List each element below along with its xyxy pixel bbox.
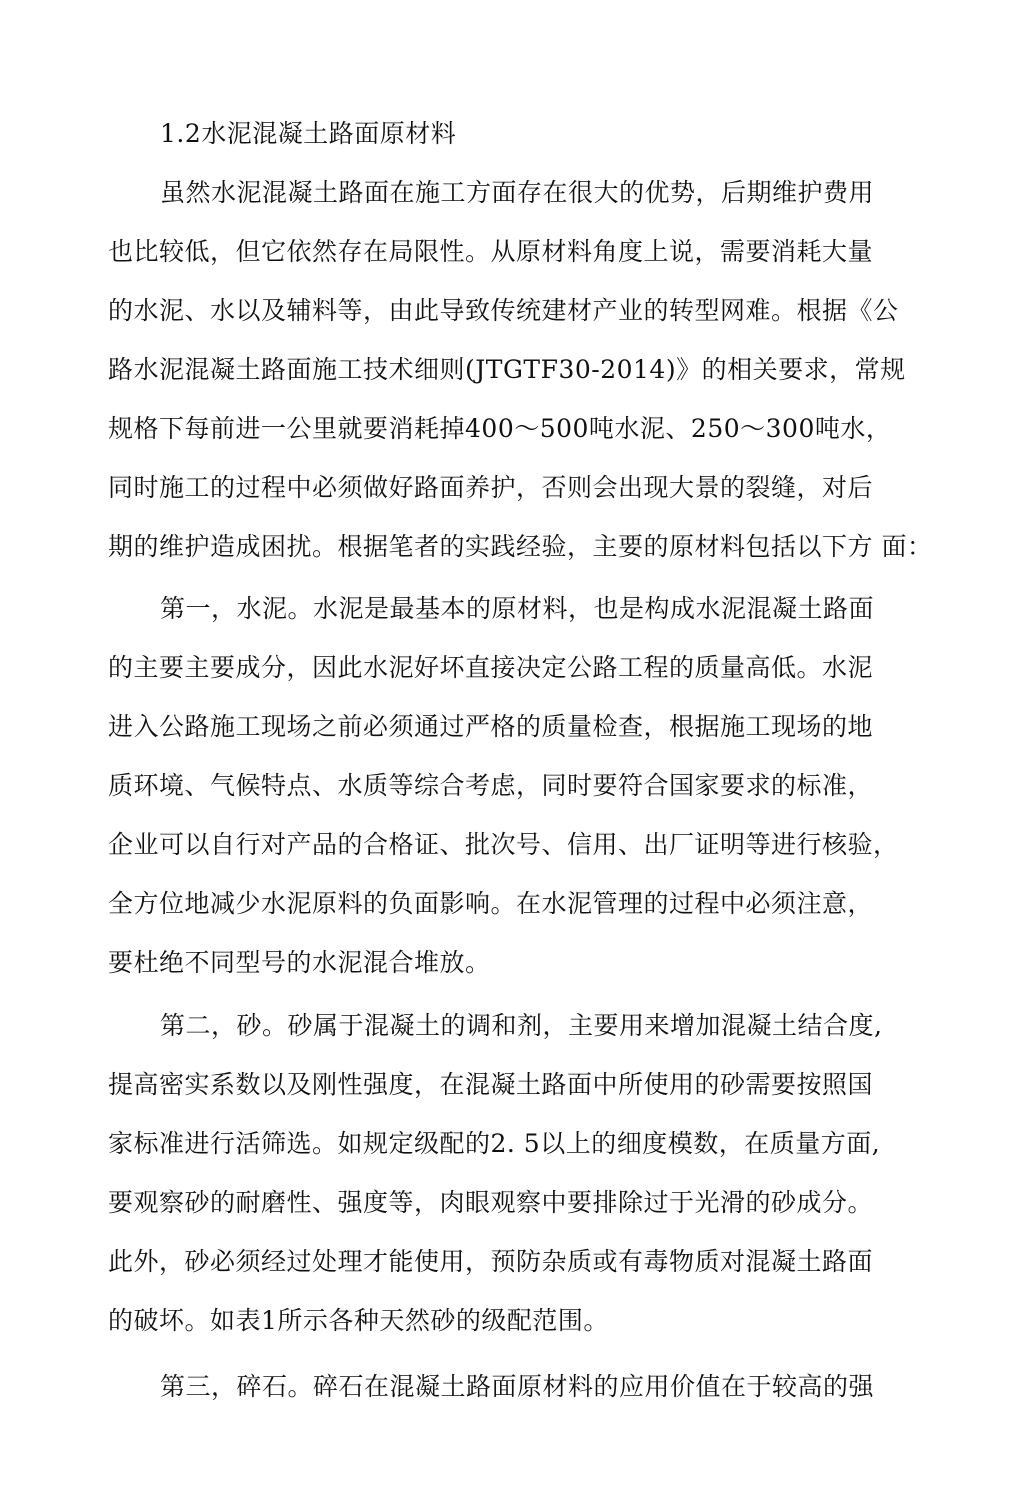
text-line: 规格下每前进一公里就要消耗掉400～500吨水泥、250～300吨水，	[108, 414, 892, 443]
section-heading: 1.2水泥混凝土路面原材料	[160, 119, 457, 148]
text-line: 要杜绝不同型号的水泥混合堆放。	[108, 948, 491, 977]
text-line: 全方位地减少水泥原料的负面影响。在水泥管理的过程中必须注意，	[108, 889, 874, 918]
text-line: 的破坏。如表1所示各种天然砂的级配范围。	[108, 1306, 609, 1335]
text-line: 的主要主要成分，因此水泥好坏直接决定公路工程的质量高低。水泥	[108, 653, 874, 682]
text-line: 同时施工的过程中必须做好路面养护，否则会出现大景的裂缝，对后	[108, 473, 874, 502]
text-line: 第二，砂。砂属于混凝土的调和剂，主要用来增加混凝土结合度,	[160, 1011, 883, 1040]
text-line: 第一，水泥。水泥是最基本的原材料，也是构成水泥混凝土路面	[160, 594, 875, 623]
text-line: 此外，砂必须经过处理才能使用，预防杂质或有毒物质对混凝土路面	[108, 1247, 874, 1276]
text-line: 路水泥混凝土路面施工技术细则(JTGTF30-2014)》的相关要求，常规	[108, 355, 906, 384]
text-line: 期的维护造成困扰。根据笔者的实践经验，主要的原材料包括以下方 面：	[108, 532, 933, 561]
text-line: 要观察砂的耐磨性、强度等，肉眼观察中要排除过于光滑的砂成分。	[108, 1188, 874, 1217]
text-line: 企业可以自行对产品的合格证、批次号、信用、出厂证明等进行核验，	[108, 830, 899, 859]
text-line: 虽然水泥混凝土路面在施工方面存在很大的优势，后期维护费用	[160, 178, 875, 207]
text-line: 的水泥、水以及辅料等，由此导致传统建材产业的转型网难。根据《公	[108, 296, 899, 325]
text-line: 家标准进行活筛选。如规定级配的2. 5以上的细度模数，在质量方面,	[108, 1129, 881, 1158]
text-line: 进入公路施工现场之前必须通过严格的质量检查，根据施工现场的地	[108, 712, 874, 741]
text-line: 质环境、气候特点、水质等综合考虑，同时要符合国家要求的标准，	[108, 771, 874, 800]
text-line: 第三，碎石。碎石在混凝土路面原材料的应用价值在于较高的强	[160, 1372, 875, 1401]
text-line: 也比较低，但它依然存在局限性。从原材料角度上说，需要消耗大量	[108, 237, 874, 266]
text-line: 提高密实系数以及刚性强度，在混凝土路面中所使用的砂需要按照国	[108, 1070, 874, 1099]
